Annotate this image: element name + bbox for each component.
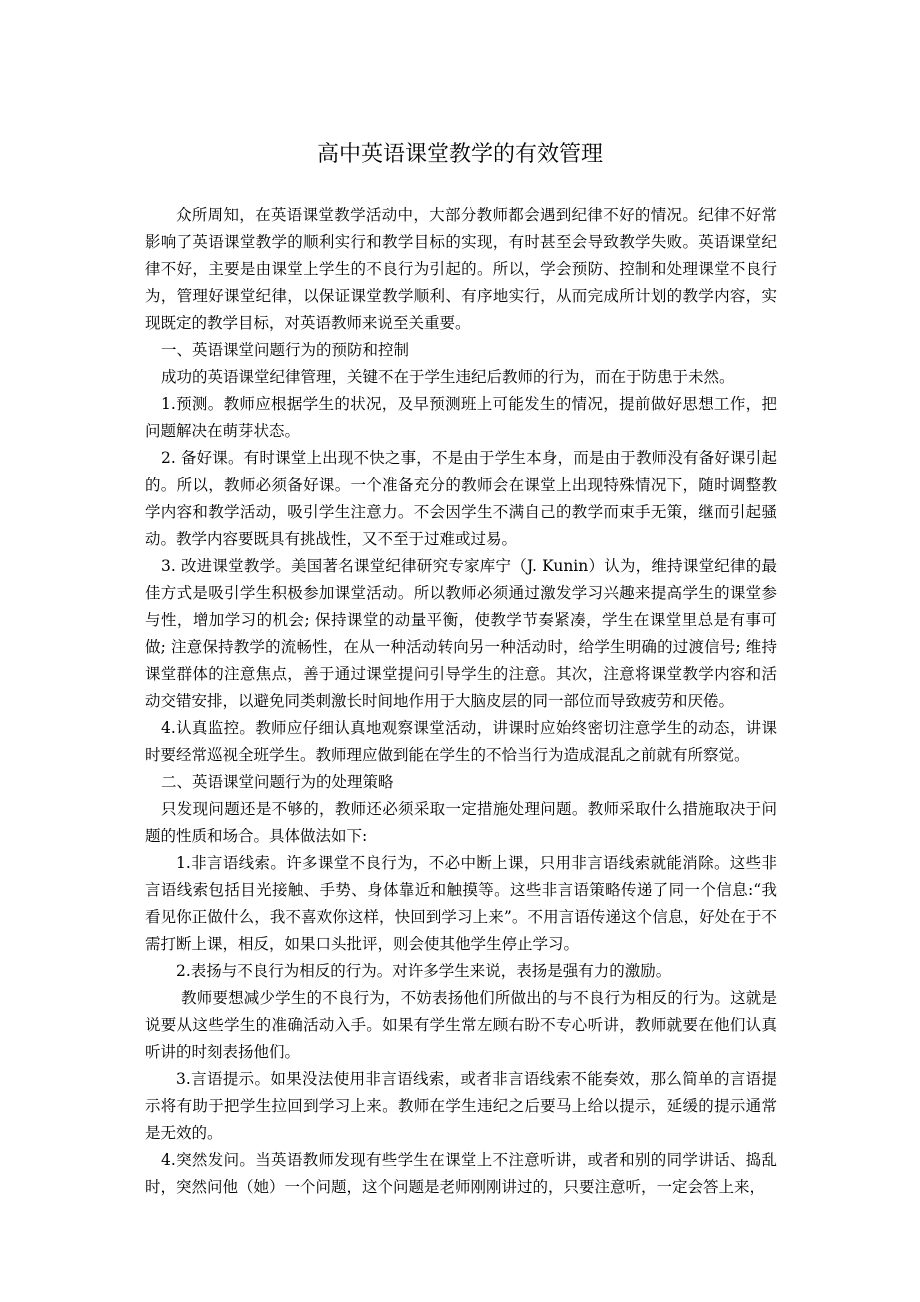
list-item-prepare-lessons: 2. 备好课。有时课堂上出现不快之事，不是由于学生本身，而是由于教师没有备好课引起的。所以，教师必须备好课。一个准备充分的教师会在课堂上出现特殊情况下，随时调整教学内容和教学活动，吸引学生注意力。不会因学生不满自己的教学而束手无策，继而引起骚动。教学内容要既具有挑战性，又不至于过难或过易。 — [145, 449, 777, 548]
list-item-prediction: 1.预测。教师应根据学生的状况，及早预测班上可能发生的情况，提前做好思想工作，把问题解决在萌芽状态。 — [145, 395, 777, 440]
list-item-praise: 2.表扬与不良行为相反的行为。对许多学生来说，表扬是强有力的激励。 — [176, 962, 672, 980]
section-heading-2: 二、英语课堂问题行为的处理策略 — [161, 773, 394, 791]
paragraph-section1-lead: 成功的英语课堂纪律管理，关键不在于学生违纪后教师的行为，而在于防患于未然。 — [161, 368, 735, 386]
paragraph-section2-lead: 只发现问题还是不够的，教师还必须采取一定措施处理问题。教师采取什么措施取决于问题的性质和场合。具体做法如下: — [145, 800, 777, 845]
paragraph-praise-detail: 教师要想减少学生的不良行为，不妨表扬他们所做出的与不良行为相反的行为。这就是说要从这些学生的准确活动入手。如果有学生常左顾右盼不专心听讲，教师就要在他们认真听讲的时刻表扬他们。 — [145, 989, 777, 1061]
list-item-sudden-question: 4.突然发问。当英语教师发现有些学生在课堂上不注意听讲，或者和别的同学讲话、捣乱时，突然问他（她）一个问题，这个问题是老师刚刚讲过的，只要注意听，一定会答上来， — [145, 1151, 777, 1196]
list-item-improve-teaching: 3. 改进课堂教学。美国著名课堂纪律研究专家库宁（J. Kunin）认为，维持课堂纪律的最佳方式是吸引学生积极参加课堂活动。所以教师必须通过激发学习兴趣来提高学生的课堂参与性，增加学习的机会; 保持课堂的动量平衡，使教学节奏紧凑，学生在课堂里总是有事可做; 注意保持教学的流畅性，在从一种活动转向另一种活动时，给学生明确的过渡信号; 维持课堂群体的注意焦点，善于通过课堂提问引导学生的注意。其次，注意将课堂教学内容和活动交错安排，以避免同类刺激长时间地作用于大脑皮层的同一部位而导致疲劳和厌倦。 — [145, 557, 777, 710]
paragraph-intro: 众所周知，在英语课堂教学活动中，大部分教师都会遇到纪律不好的情况。纪律不好常影响了英语课堂教学的顺利实行和教学目标的实现，有时甚至会导致教学失败。英语课堂纪律不好，主要是由课堂上学生的不良行为引起的。所以，学会预防、控制和处理课堂不良行为，管理好课堂纪律，以保证课堂教学顺利、有序地实行，从而完成所计划的教学内容，实现既定的教学目标，对英语教师来说至关重要。 — [145, 206, 777, 332]
list-item-nonverbal-cues: 1.非言语线索。许多课堂不良行为，不必中断上课，只用非言语线索就能消除。这些非言语线索包括目光接触、手势、身体靠近和触摸等。这些非言语策略传递了同一个信息:“我看见你正做什么，我不喜欢你这样，快回到学习上来”。不用言语传递这个信息，好处在于不需打断上课，相反，如果口头批评，则会使其他学生停止学习。 — [145, 854, 777, 953]
list-item-monitoring: 4.认真监控。教师应仔细认真地观察课堂活动，讲课时应始终密切注意学生的动态，讲课时要经常巡视全班学生。教师理应做到能在学生的不恰当行为造成混乱之前就有所察觉。 — [145, 719, 777, 764]
list-item-verbal-prompt: 3.言语提示。如果没法使用非言语线索，或者非言语线索不能奏效，那么简单的言语提示将有助于把学生拉回到学习上来。教师在学生违纪之后要马上给以提示，延缓的提示通常是无效的。 — [145, 1070, 777, 1142]
document-title: 高中英语课堂教学的有效管理 — [316, 142, 603, 167]
section-heading-1: 一、英语课堂问题行为的预防和控制 — [161, 341, 410, 359]
